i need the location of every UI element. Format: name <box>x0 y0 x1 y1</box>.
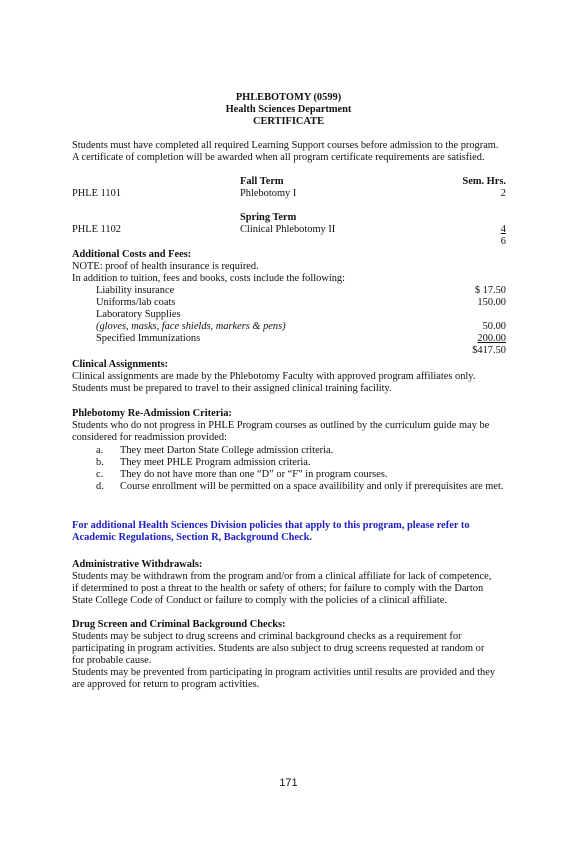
criteria-marker: a. <box>96 445 104 456</box>
criteria-text: Course enrollment will be permitted on a space availibility and only if prerequisites are met. <box>120 481 504 492</box>
drug-line-5: are approved for return to program activities. <box>72 679 260 690</box>
cost-item-label: Specified Immunizations <box>96 333 201 344</box>
spring-term-heading: Spring Term <box>240 212 297 223</box>
intro-line-2: A certificate of completion will be awarded when all program certificate requirements are satisfied. <box>72 152 485 163</box>
criteria-text: They meet PHLE Program admission criteria. <box>120 457 311 468</box>
cost-item-amount: $ 17.50 <box>474 285 506 296</box>
drug-line-1: Students may be subject to drug screens and criminal background checks as a requirement for <box>72 631 462 642</box>
cost-item-label: Laboratory Supplies <box>96 309 181 320</box>
policy-note-line-1: For additional Health Sciences Division policies that apply to this program, please refer to <box>72 520 470 531</box>
criteria-marker: d. <box>96 481 104 492</box>
drug-heading: Drug Screen and Criminal Background Checks: <box>72 619 286 630</box>
insurance-note: NOTE: proof of health insurance is required. <box>72 261 259 272</box>
award-type: CERTIFICATE <box>252 116 325 127</box>
drug-line-2: participating in program activities. Students are also subject to drug screens requested at random or <box>72 643 485 654</box>
readmission-line-2: considered for readmission provided: <box>72 432 227 443</box>
criteria-text: They meet Darton State College admission criteria. <box>120 445 334 456</box>
cost-item-label: Uniforms/lab coats <box>96 297 176 308</box>
course-title-1101: Phlebotomy I <box>240 188 297 199</box>
page-number: 171 <box>279 777 298 789</box>
costs-total: $417.50 <box>472 345 506 356</box>
costs-heading: Additional Costs and Fees: <box>72 249 192 260</box>
policy-note-line-2: Academic Regulations, Section R, Background Check. <box>72 532 312 543</box>
cost-item-amount: 50.00 <box>482 321 506 332</box>
sem-hrs-header: Sem. Hrs. <box>462 176 506 187</box>
cost-item-amount: 200.00 <box>477 333 506 344</box>
program-title: PHLEBOTOMY (0599) <box>235 92 342 103</box>
clinical-heading: Clinical Assignments: <box>72 359 169 370</box>
department-name: Health Sciences Department <box>225 104 352 115</box>
criteria-marker: b. <box>96 457 104 468</box>
course-hours-1101: 2 <box>500 188 506 199</box>
withdrawals-line-1: Students may be withdrawn from the program and/or from a clinical affiliate for lack of competence, <box>72 571 492 582</box>
cost-item-label: (gloves, masks, face shields, markers & pens) <box>96 321 286 332</box>
costs-intro: In addition to tuition, fees and books, costs include the following: <box>72 273 346 284</box>
clinical-line-1: Clinical assignments are made by the Phlebotomy Faculty with approved program affiliates only. <box>72 371 476 382</box>
drug-line-4: Students may be prevented from participating in program activities until results are provided and they <box>72 667 496 678</box>
fall-term-heading: Fall Term <box>240 176 284 187</box>
withdrawals-heading: Administrative Withdrawals: <box>72 559 203 570</box>
course-hours-1102: 4 <box>500 224 506 235</box>
readmission-line-1: Students who do not progress in PHLE Program courses as outlined by the curriculum guide may be <box>72 420 490 431</box>
criteria-text: They do not have more than one “D” or “F” in program courses. <box>120 469 388 480</box>
withdrawals-line-3: State College Code of Conduct or failure to comply with the policies of a clinical affiliate. <box>72 595 447 606</box>
criteria-marker: c. <box>96 469 104 480</box>
course-code-1101: PHLE 1101 <box>72 188 121 199</box>
cost-item-label: Liability insurance <box>96 285 175 296</box>
readmission-heading: Phlebotomy Re-Admission Criteria: <box>72 408 232 419</box>
withdrawals-line-2: if determined to post a threat to the health or safety of others; for failure to comply with the Darton <box>72 583 484 594</box>
total-hours: 6 <box>500 236 506 247</box>
cost-item-amount: 150.00 <box>477 297 506 308</box>
course-title-1102: Clinical Phlebotomy II <box>240 224 336 235</box>
clinical-line-2: Students must be prepared to travel to their assigned clinical training facility. <box>72 383 392 394</box>
intro-line-1: Students must have completed all required Learning Support courses before admission to the program. <box>72 140 499 151</box>
course-code-1102: PHLE 1102 <box>72 224 121 235</box>
drug-line-3: for probable cause. <box>72 655 152 666</box>
